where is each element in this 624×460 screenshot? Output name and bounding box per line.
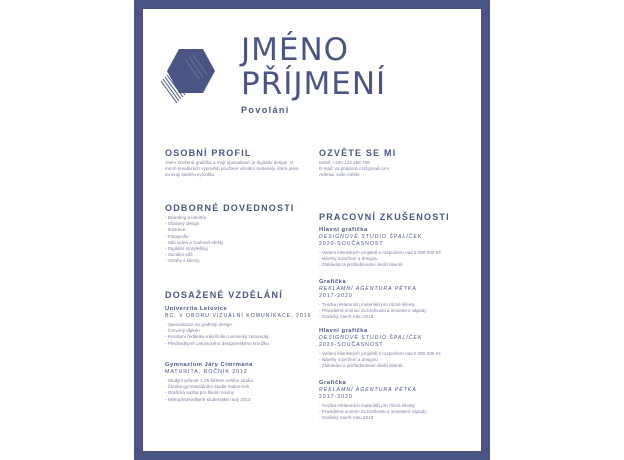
list-item: - Pravidelná oceniní za brořivosti a inovativní nápady	[319, 308, 477, 314]
list-item: - Kreativní ředitelka měsíčníku Letovický zpravodaj	[165, 334, 315, 340]
employer: REKLAMNÍ AGENTURA PĚTKA	[319, 286, 417, 292]
employer: DESIGNOVÉ STUDIO ŠPALÍČEK	[319, 234, 423, 240]
list-item: - Sociální sítě	[165, 252, 303, 258]
list-item: - Získávání a profitubsování úkolů klientů	[319, 262, 477, 268]
contact-info	[319, 160, 469, 179]
hexagon-logo-icon	[157, 45, 221, 107]
full-name	[241, 33, 386, 101]
first-name: JMÉNO	[241, 32, 350, 68]
list-item: - Místopředsedkyně studentské rady 2012	[165, 397, 315, 403]
list-item: - Ilustrace	[165, 227, 303, 233]
job-period: 2017-2020	[319, 292, 353, 299]
list-item: - Tvorba reklamních materiálů pro různé klienty	[319, 302, 477, 308]
list-item: - Grafický návrh roku 2018	[319, 415, 477, 421]
list-item: - Vedení klientských projektů s rozpočtem nad 5 000 000 Kč	[319, 351, 477, 357]
last-name: PŘÍJMENÍ	[241, 66, 387, 102]
education-list	[165, 378, 315, 403]
list-item: - Předsedkyně Letovického designérského kroužku	[165, 341, 315, 347]
education-entry	[165, 305, 315, 347]
list-item: - Vztahy s klienty	[165, 258, 303, 264]
contact-heading: OZVĚTE SE MI	[319, 148, 397, 158]
job-position: Grafička	[319, 279, 347, 285]
experience-entry	[319, 327, 477, 369]
school-name: Gymnazium Járy Cimrmana	[165, 362, 253, 368]
experience-heading: PRACOVNÍ ZKUŠENOSTI	[319, 212, 450, 222]
list-item: - Digitální storytelling	[165, 246, 303, 252]
experience-list	[319, 302, 477, 321]
list-item: - Členka gymnaziálního studia malomírek	[165, 384, 315, 390]
degree: MATURITA, ROČNÍK 2012	[165, 369, 248, 375]
job-title: Povolání	[241, 105, 290, 115]
experience-list	[319, 250, 477, 269]
job-position: Hlavní grafička	[319, 227, 368, 233]
list-item: - Obalový design	[165, 221, 303, 227]
list-item: - Grafická sazba pro školní noviny	[165, 390, 315, 396]
profile-text: Jsem zkušená grafička a mojí specializací je digitální design. O mnoh kreativních výpovědí použavé vizuální materiály, které jsem za svoji kariéru vytvořila.	[165, 160, 299, 178]
school-name: Univerzita Letovice	[165, 306, 228, 312]
employer: DESIGNOVÉ STUDIO ŠPALÍČEK	[319, 335, 423, 341]
experience-entry	[319, 226, 477, 268]
education-heading: DOSAŽENÉ VZDĚLÁNÍ	[165, 290, 283, 300]
degree: BC. V OBORU VIZUÁLNÍ KOMUNIKACE, 2016	[165, 313, 312, 319]
job-period: 2020-SOUČASNOST	[319, 341, 384, 348]
job-period: 2020-SOUČASNOST	[319, 240, 384, 247]
list-item: - Tvorba reklamních materiálů pro různé klienty	[319, 403, 477, 409]
list-item: - Specializace na grafický design	[165, 322, 315, 328]
list-item: - Získávání a profitubsování úkolů klientů	[319, 363, 477, 369]
list-item: - Návrhy rozvržení a designu	[319, 357, 477, 363]
experience-list	[319, 351, 477, 370]
list-item: - Fotografie	[165, 234, 303, 240]
list-item: - Studijní průměr 1,25 během celého studia	[165, 378, 315, 384]
contact-address: Adresa: vaše město	[319, 172, 360, 178]
list-item: - Pravidelná oceniní za brořivosti a inovativní nápady	[319, 409, 477, 415]
job-period: 2017-2020	[319, 393, 353, 400]
experience-list	[319, 403, 477, 422]
list-item: - Červený diplom	[165, 328, 315, 334]
list-item: - Návrhy rozvržení a designu	[319, 256, 477, 262]
contact-email: E-mail: va.podpora.cz@gmail.com	[319, 166, 390, 172]
list-item: - Vedení klientských projektů s rozpočtem nad 5 000 000 Kč	[319, 250, 477, 256]
education-list	[165, 322, 315, 347]
experience-entry	[319, 379, 477, 421]
resume-page	[143, 9, 481, 451]
experience-entry	[319, 278, 477, 320]
contact-phone: Mobil: +420 123 456 789	[319, 160, 370, 165]
profile-heading: OSOBNÍ PROFIL	[165, 148, 252, 158]
list-item: - Grafický návrh roku 2018	[319, 314, 477, 320]
list-item: - Stih videa a zvukové efekty	[165, 240, 303, 246]
employer: REKLAMNÍ AGENTURA PĚTKA	[319, 387, 417, 393]
list-item: - Branding a identita	[165, 215, 303, 221]
education-entry	[165, 361, 315, 403]
job-position: Hlavní grafička	[319, 328, 368, 334]
skills-list	[165, 215, 303, 265]
job-position: Grafička	[319, 380, 347, 386]
skills-heading: ODBORNÉ DOVEDNOSTI	[165, 203, 295, 213]
